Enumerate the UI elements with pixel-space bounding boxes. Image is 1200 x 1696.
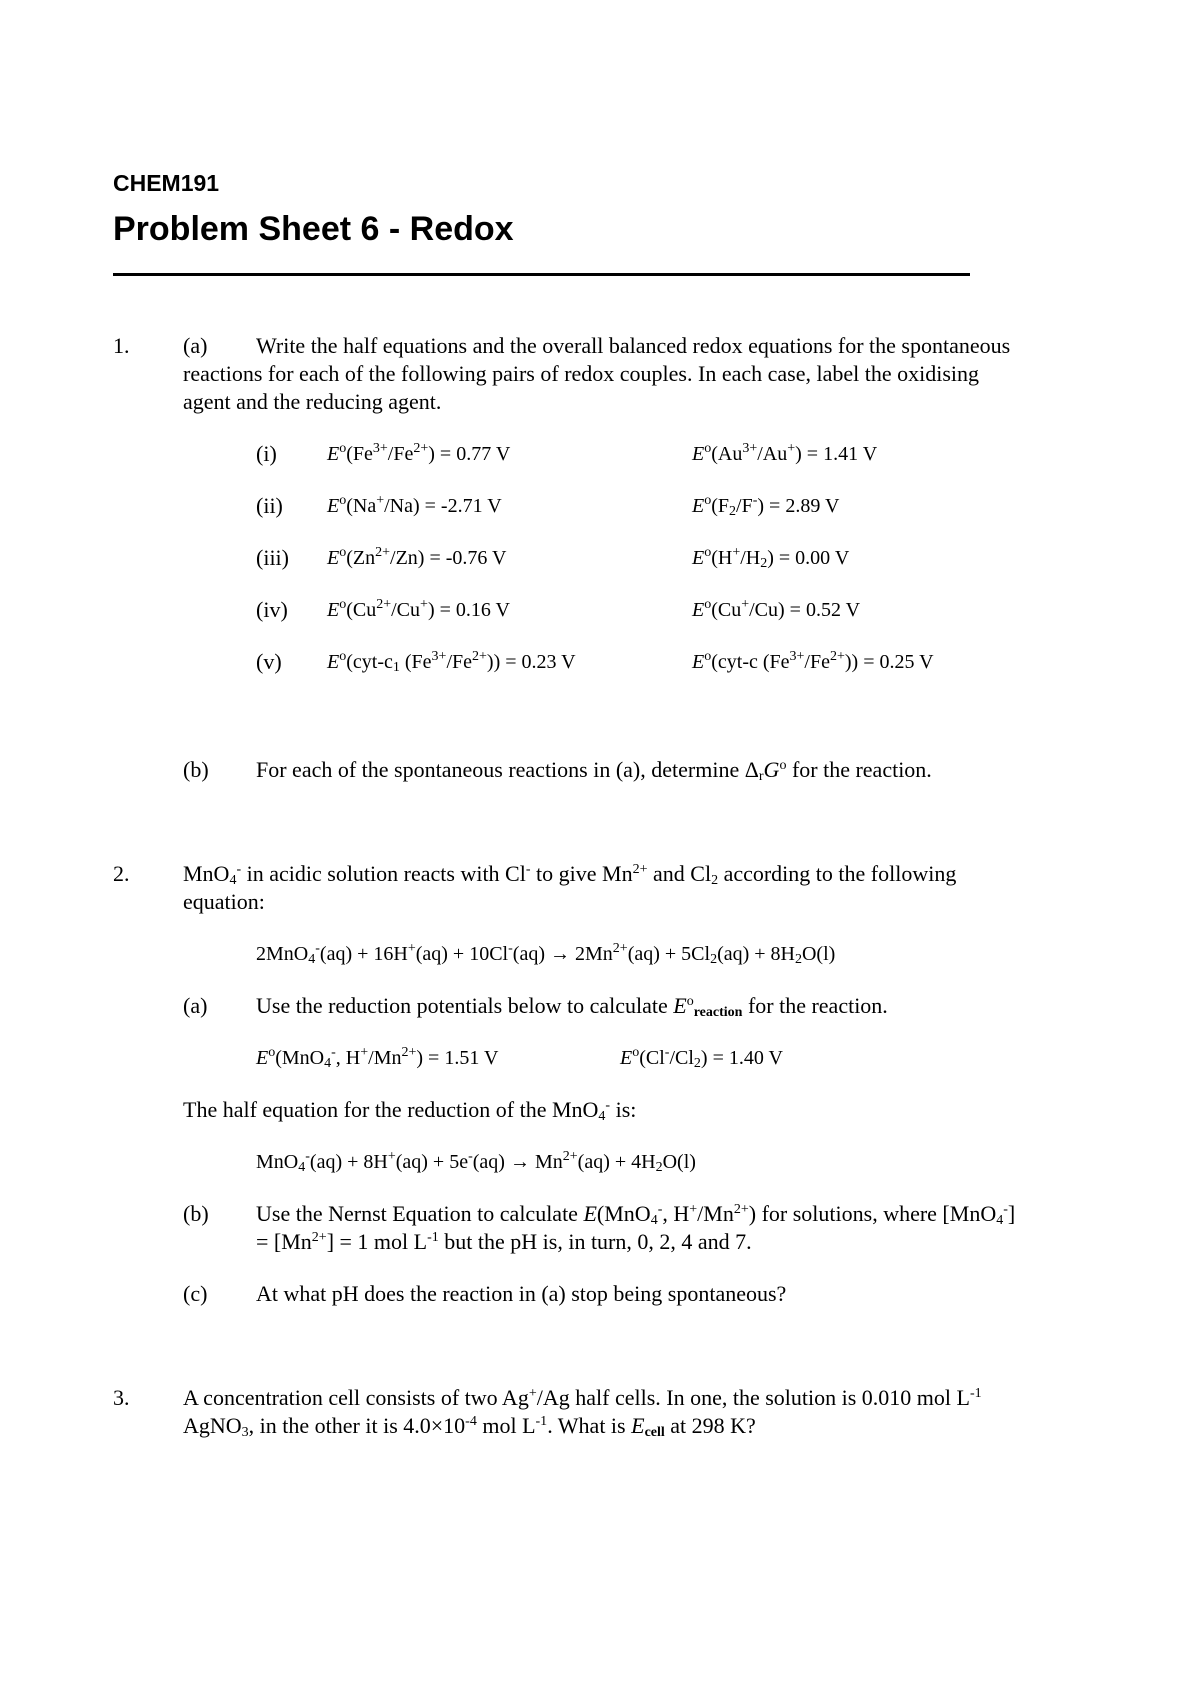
couple-ii-label: (ii)	[256, 493, 283, 518]
q1a-text-line3: agent and the reducing agent.	[183, 389, 442, 414]
q1a-text-line1: Write the half equations and the overall balanced redox equations for the spontaneous	[256, 333, 1011, 358]
q2-half-intro: The half equation for the reduction of the MnO$_4$- is:	[183, 1097, 637, 1124]
reaction-arrow-icon: →	[549, 943, 570, 965]
q2-potential-left: $E^o(MnO_4^-$, $H^+/Mn^{2+}) = 1.51$ V	[256, 1045, 499, 1071]
couple-i-left: $E^o(Fe^{3+}/Fe^{2+}) = 0.77$ V	[327, 441, 511, 465]
q1a-label: (a)	[183, 333, 208, 358]
q2-potential-right: $E^o(Cl^-/Cl_2) = 1.40$ V	[620, 1045, 783, 1071]
q3-text-line2: AgNO$_3$, in the other it is $4.0\times 10^{-4}$ mol $L^{-1}$. What is $E_{cell}$ at 298 K?	[183, 1413, 756, 1440]
q1a-text-line2: reactions for each of the following pairs of redox couples. In each case, label the oxidising	[183, 361, 979, 386]
course-code: CHEM191	[113, 170, 220, 196]
couple-ii-left: $E^o(Na^+/Na) = -2.71$ V	[327, 493, 502, 517]
q2-intro-line2: equation:	[183, 889, 265, 914]
q2-intro-line1: MnO$_4$- in acidic solution reacts with Cl- to give $Mn^{2+}$ and $Cl_2$ according to the following	[183, 861, 957, 888]
q1b-text: For each of the spontaneous reactions in (a), determine $\Delta_rG^o$ for the reaction.	[256, 757, 932, 784]
q2a-label: (a)	[183, 993, 208, 1018]
couple-i-right: $E^o(Au^{3+}/Au^+) = 1.41$ V	[692, 441, 878, 465]
couple-v-label: (v)	[256, 649, 282, 674]
q2a-text: Use the reduction potentials below to calculate $E^o_{reaction}$ for the reaction.	[256, 993, 888, 1020]
couple-iii-left: $E^o(Zn^{2+}/Zn) = -0.76$ V	[327, 545, 507, 569]
q1b-label: (b)	[183, 757, 209, 782]
couple-ii-right: $E^o(F_2/F^-) = 2.89$ V	[692, 493, 840, 519]
q1-number: 1.	[113, 333, 130, 358]
couple-i-label: (i)	[256, 441, 277, 466]
q2-half-equation: $MnO_4^-(aq) + 8H^+(aq) + 5e^-(aq) \to Mn^{2+}(aq) + 4H_2O(l)$	[256, 1149, 696, 1175]
q2-number: 2.	[113, 861, 130, 886]
q2b-label: (b)	[183, 1201, 209, 1226]
q3-number: 3.	[113, 1385, 130, 1410]
q2c-text: At what pH does the reaction in (a) stop being spontaneous?	[256, 1281, 787, 1306]
couple-iv-right: $E^o(Cu^+/Cu) = 0.52$ V	[692, 597, 861, 621]
title-divider	[113, 273, 970, 276]
q2b-text-line2: = $[Mn^{2+}] = 1$ mol $L^{-1}$ but the pH is, in turn, 0, 2, 4 and 7.	[256, 1229, 752, 1254]
q3-text-line1: A concentration cell consists of two Ag+/Ag half cells. In one, the solution is 0.010 mol $L^{-1}$	[183, 1385, 982, 1410]
couple-iv-label: (iv)	[256, 597, 288, 622]
couple-v-right: $E^o(cyt-c$ $(Fe^{3+}/Fe^{2+})) = 0.25$ V	[692, 649, 934, 673]
q2-overall-equation: $2MnO_4^-(aq) + 16H^+(aq) + 10Cl^-(aq) \to 2Mn^{2+}(aq) + 5Cl_2(aq) + 8H_2O(l)$	[256, 941, 836, 967]
page-title: Problem Sheet 6 - Redox	[113, 210, 514, 248]
q2c-label: (c)	[183, 1281, 208, 1306]
q2b-text-line1: Use the Nernst Equation to calculate E(MnO$_4$-, $H^+/Mn^{2+}$) for solutions, where [MnO$_4$-]	[256, 1201, 1016, 1228]
couple-v-left: $E^o(cyt-c_1$ $(Fe^{3+}/Fe^{2+})) = 0.23$ V	[327, 649, 576, 675]
couple-iii-label: (iii)	[256, 545, 289, 570]
reaction-arrow-icon: →	[509, 1151, 530, 1173]
couple-iv-left: $E^o(Cu^{2+}/Cu^+) = 0.16$ V	[327, 597, 510, 621]
couple-iii-right: $E^o(H^+/H_2) = 0.00$ V	[692, 545, 850, 571]
